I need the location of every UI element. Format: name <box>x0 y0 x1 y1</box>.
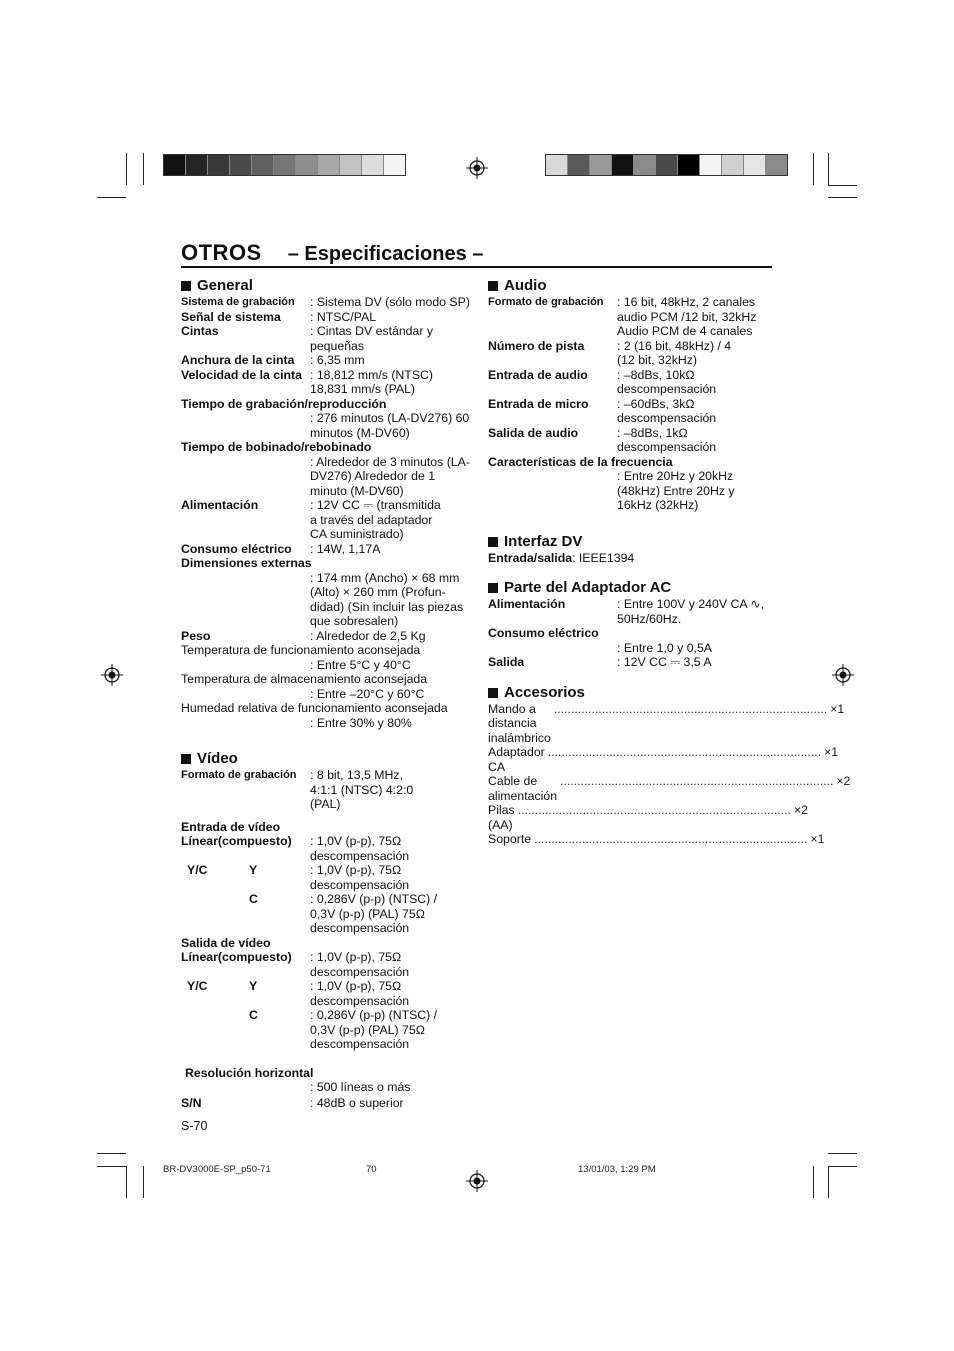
bullet-square-icon <box>181 281 191 291</box>
section-dv-heading: Interfaz DV <box>488 533 778 551</box>
spec-row <box>488 397 778 426</box>
calibration-swatch <box>230 155 252 175</box>
spec-value: : 1,0V (p-p), 75Ω descompensación <box>310 950 410 979</box>
spec-label: C <box>249 1008 258 1022</box>
section-accessories-heading: Accesorios <box>488 684 778 702</box>
spec-label: Y <box>249 979 258 993</box>
bullet-square-icon <box>488 537 498 547</box>
spec-row <box>488 295 778 339</box>
spec-row <box>181 1096 471 1111</box>
calibration-swatch <box>546 155 568 175</box>
spec-row <box>488 597 778 626</box>
spec-value: : Entre 1,0 y 0,5A <box>617 640 713 655</box>
accessory-count: ×1 <box>824 745 839 759</box>
spec-label: Tiempo de bobinado/rebobinado <box>181 440 372 454</box>
spec-label: Humedad relativa de funcionamiento aconsejada <box>181 701 448 715</box>
spec-value: : Entre 20Hz y 20kHz (48kHz) Entre 20Hz y 16kHz (32kHz) <box>617 469 735 512</box>
calibration-strip-left <box>163 154 406 176</box>
spec-label: Entrada/salida <box>488 550 573 565</box>
spec-label: Consumo eléctrico <box>181 541 292 556</box>
leader-dots: ................................................................................ <box>547 745 822 759</box>
spec-value: : 2 (16 bit, 48kHz) / 4 (12 bit, 32kHz) <box>617 338 732 367</box>
spec-value: : Sistema DV (sólo modo SP) <box>310 295 470 309</box>
list-item <box>488 774 851 803</box>
crop-mark <box>828 1153 857 1154</box>
calibration-swatch <box>678 155 700 175</box>
section-audio-heading: Audio <box>488 277 778 295</box>
spec-row <box>181 353 471 368</box>
list-item <box>488 803 809 832</box>
crop-mark <box>828 1166 857 1167</box>
spec-label: Y/C <box>187 863 208 877</box>
spec-row <box>488 368 778 397</box>
spec-row <box>181 498 471 542</box>
crop-mark <box>813 1166 814 1198</box>
calibration-swatch <box>590 155 612 175</box>
accessory-count: ×2 <box>793 803 809 817</box>
spec-label: Entrada de vídeo <box>181 819 281 834</box>
calibration-swatch <box>296 155 318 175</box>
bullet-square-icon <box>488 281 498 291</box>
spec-value: : 500 líneas o más <box>310 1080 411 1094</box>
spec-row <box>181 834 471 863</box>
calibration-swatch <box>340 155 362 175</box>
calibration-swatch <box>634 155 656 175</box>
audio-spec-list <box>488 295 778 513</box>
calibration-swatch <box>186 155 208 175</box>
calibration-swatch <box>274 155 296 175</box>
leader-dots: ................................................................................ <box>553 701 828 716</box>
footer-date: 13/01/03, 1:29 PM <box>578 1164 656 1175</box>
spec-row <box>181 295 471 310</box>
spec-label: Salida de vídeo <box>181 935 271 950</box>
spec-value: : –60dBs, 3kΩ descompensación <box>617 396 717 425</box>
spec-value: : Cintas DV estándar y pequeñas <box>310 324 434 353</box>
spec-label: Entrada de audio <box>488 367 588 382</box>
spec-label: Salida de audio <box>488 425 579 440</box>
leader-dots: ................................................................................ <box>534 832 808 846</box>
left-column <box>181 277 471 1110</box>
spec-label: Línear(compuesto) <box>181 834 292 848</box>
spec-value: : 12V CC ⎓ 3,5 A <box>617 655 712 669</box>
spec-value: : IEEE1394 <box>572 550 635 565</box>
spec-value: : 18,812 mm/s (NTSC) 18,831 mm/s (PAL) <box>310 367 433 396</box>
crop-mark <box>143 153 144 185</box>
spec-value: : Entre 5°C y 40°C <box>310 657 411 672</box>
spec-label: Resolución horizontal <box>185 1065 314 1080</box>
spec-label: Características de la frecuencia <box>488 454 673 469</box>
spec-label: Velocidad de la cinta <box>181 367 302 382</box>
spec-row <box>488 655 778 670</box>
spec-value: : 8 bit, 13,5 MHz, 4:1:1 (NTSC) 4:2:0 (PAL) <box>310 768 414 811</box>
crop-mark <box>97 1166 126 1167</box>
title-sub: – Especificaciones – <box>287 243 484 265</box>
spec-value: : 276 minutos (LA-DV276) 60 minutos (M-DV60) <box>310 411 470 440</box>
crop-mark <box>97 1153 126 1154</box>
spec-label: Peso <box>181 628 211 643</box>
spec-value: : 0,286V (p-p) (NTSC) / 0,3V (p-p) (PAL) 75Ω descompensación <box>310 892 438 935</box>
spec-value: : 6,35 mm <box>310 353 365 367</box>
general-spec-list <box>181 295 471 730</box>
crop-mark <box>126 153 127 185</box>
section-general-heading: General <box>181 277 471 295</box>
spec-row <box>181 542 471 557</box>
calibration-swatch <box>362 155 384 175</box>
accessories-list <box>488 701 851 847</box>
spec-row <box>488 426 778 455</box>
accessory-count: ×1 <box>810 832 825 846</box>
spec-label: Entrada de micro <box>488 396 589 411</box>
spec-row <box>488 339 778 368</box>
calibration-swatch <box>384 155 405 175</box>
crop-mark <box>828 185 857 186</box>
accessory-name: Adaptador CA <box>488 745 545 774</box>
spec-label: S/N <box>181 1095 202 1110</box>
spec-value: : Entre 100V y 240V CA ∿, 50Hz/60Hz. <box>617 597 765 626</box>
right-column <box>488 277 851 847</box>
crop-mark <box>828 197 857 198</box>
leader-dots: ................................................................................ <box>560 774 834 788</box>
registration-target-icon <box>101 664 123 686</box>
spec-row <box>181 979 471 1008</box>
calibration-swatch <box>612 155 634 175</box>
spec-value: : 1,0V (p-p), 75Ω descompensación <box>310 863 410 892</box>
accessory-name: Cable de alimentación <box>488 774 558 803</box>
footer-page-num: 70 <box>366 1164 377 1175</box>
spec-value: : Alrededor de 3 minutos (LA-DV276) Alrededor de 1 minuto (M-DV60) <box>310 454 470 498</box>
title-rule <box>181 266 772 268</box>
calibration-swatch <box>766 155 787 175</box>
spec-row <box>488 551 778 566</box>
spec-row <box>181 324 471 353</box>
spec-row <box>181 768 471 812</box>
spec-value: : 12V CC ⎓ (transmitida a través del adaptador CA suministrado) <box>310 498 441 541</box>
accessory-name: Mando a distancia inalámbrico <box>488 701 551 745</box>
title-main: OTROS <box>181 240 262 265</box>
spec-value: : NTSC/PAL <box>310 309 377 324</box>
bullet-square-icon <box>488 583 498 593</box>
spec-label: Tiempo de grabación/reproducción <box>181 396 387 411</box>
spec-row <box>181 629 471 644</box>
spec-label: C <box>249 892 258 906</box>
spec-value: : 14W, 1,17A <box>310 541 381 556</box>
spec-row <box>181 863 471 892</box>
crop-mark <box>828 153 829 185</box>
spec-label: Formato de grabación <box>488 296 604 308</box>
calibration-swatch <box>318 155 340 175</box>
crop-mark <box>813 153 814 185</box>
spec-row <box>181 892 471 936</box>
spec-label: Línear(compuesto) <box>181 950 292 964</box>
spec-label: Y/C <box>187 979 208 993</box>
calibration-swatch <box>744 155 766 175</box>
calibration-swatch <box>568 155 590 175</box>
spec-row <box>181 1008 471 1052</box>
calibration-swatch <box>722 155 744 175</box>
spec-label: Señal de sistema <box>181 309 281 324</box>
crop-mark <box>828 1166 829 1198</box>
spec-label: Dimensiones externas <box>181 556 312 570</box>
spec-label: Consumo eléctrico <box>488 626 599 640</box>
spec-label: Formato de grabación <box>181 769 297 781</box>
spec-label: Número de pista <box>488 338 585 353</box>
bullet-square-icon <box>488 688 498 698</box>
spec-value: : 0,286V (p-p) (NTSC) / 0,3V (p-p) (PAL) 75Ω descompensación <box>310 1008 438 1051</box>
accessory-count: ×2 <box>836 774 851 788</box>
spec-value: : Alrededor de 2,5 Kg <box>310 628 426 643</box>
list-item <box>488 832 825 847</box>
spec-label: Anchura de la cinta <box>181 353 295 367</box>
accessory-name: Soporte <box>488 832 532 846</box>
spec-label: Temperatura de funcionamiento aconsejada <box>181 643 421 657</box>
section-video-heading: Vídeo <box>181 750 471 768</box>
registration-target-icon <box>832 664 854 686</box>
calibration-swatch <box>656 155 678 175</box>
spec-label: Y <box>249 863 258 877</box>
crop-mark <box>126 1166 127 1198</box>
spec-label: Alimentación <box>181 498 259 512</box>
spec-value: : –8dBs, 10kΩ descompensación <box>617 367 717 396</box>
list-item <box>488 701 845 746</box>
spec-value: : Entre 30% y 80% <box>310 715 412 730</box>
page-number: S-70 <box>181 1119 208 1133</box>
list-item <box>488 745 839 774</box>
accessory-name: Pilas (AA) <box>488 803 515 832</box>
page-title <box>181 240 483 266</box>
calibration-swatch <box>164 155 186 175</box>
accessory-count: ×1 <box>830 701 845 716</box>
spec-value: : 16 bit, 48kHz, 2 canales audio PCM /12 bit, 32kHz Audio PCM de 4 canales <box>617 295 757 338</box>
calibration-swatch <box>700 155 722 175</box>
spec-value: : 48dB o superior <box>310 1095 404 1110</box>
bullet-square-icon <box>181 754 191 764</box>
spec-label: Cintas <box>181 324 219 338</box>
calibration-swatch <box>252 155 274 175</box>
spec-label: Alimentación <box>488 597 566 611</box>
calibration-swatch <box>208 155 230 175</box>
section-adapter-heading: Parte del Adaptador AC <box>488 579 778 597</box>
spec-row <box>181 950 471 979</box>
spec-row <box>181 368 471 397</box>
registration-target-icon <box>466 1170 488 1192</box>
spec-label: Sistema de grabación <box>181 296 295 308</box>
spec-value: : 174 mm (Ancho) × 68 mm (Alto) × 260 mm (Profun-didad) (Sin incluir las piezas que sobresalen) <box>310 570 464 628</box>
spec-label: Salida <box>488 655 525 669</box>
spec-label: Temperatura de almacenamiento aconsejada <box>181 672 428 686</box>
spec-value: : 1,0V (p-p), 75Ω descompensación <box>310 979 410 1008</box>
registration-target-icon <box>466 157 488 179</box>
crop-mark <box>97 197 126 198</box>
footer-filename: BR-DV3000E-SP_p50-71 <box>163 1164 271 1175</box>
crop-mark <box>143 1166 144 1198</box>
spec-value: : 1,0V (p-p), 75Ω descompensación <box>310 834 410 863</box>
spec-value: : –8dBs, 1kΩ descompensación <box>617 425 717 454</box>
spec-row <box>181 310 471 325</box>
spec-value: : Entre –20°C y 60°C <box>310 686 425 701</box>
calibration-strip-right <box>545 154 788 176</box>
adapter-spec-list <box>488 597 778 670</box>
leader-dots: ................................................................................ <box>517 803 791 817</box>
